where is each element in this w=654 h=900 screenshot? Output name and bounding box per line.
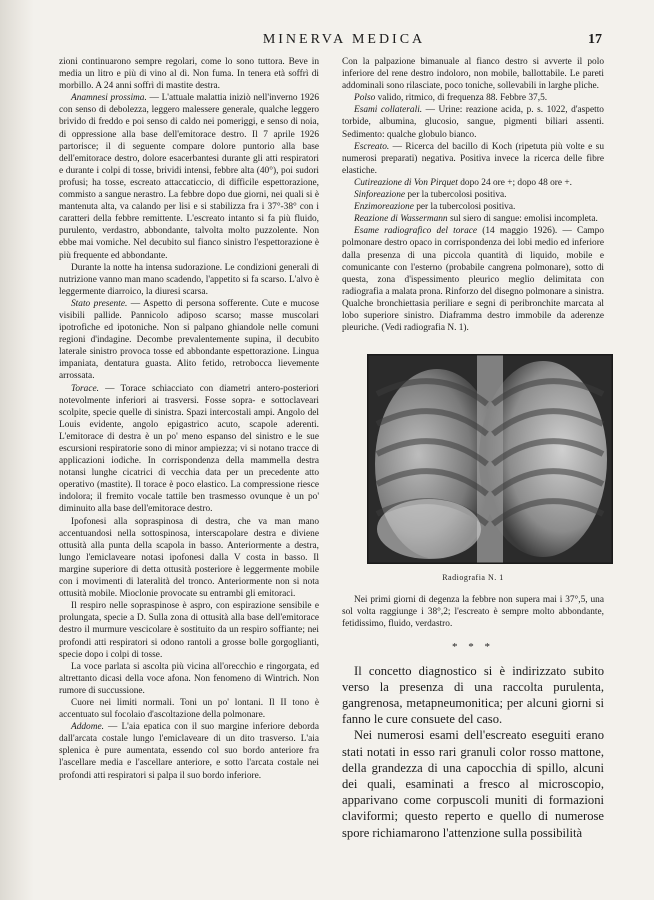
- paragraph-lead: Escreato.: [354, 141, 390, 152]
- paragraph-text: valido, ritmico, di frequenza 88. Febbre 37,5.: [375, 93, 548, 104]
- paragraph: [342, 201, 604, 213]
- paragraph: [59, 697, 319, 721]
- right-column: [342, 56, 604, 841]
- right-paragraphs: [342, 56, 604, 334]
- paragraph-text: (14 maggio 1926). — Campo polmonare destro opaco in corrispondenza dei lobi medio ed inferiore dalla presenza di una piccola quantità di liquido, mobile e comunicante con l'esterno (probabile cangrena polmonare), sotto di questa, zona d'ispessimento pleurico meglio delimitata con radiografia a malata prona. Rinforzo del disegno polmonare a sinistra. Qualche bronchiettasia periliare e segni di peribronchite marcata al lobo superiore sinistro. Diaframma destro immobile da aderenze pleuriche. (Vedi radiografia N. 1).: [342, 226, 604, 334]
- paragraph: [59, 92, 319, 261]
- paragraph-text: Cuore nei limiti normali. Toni un po' lontani. Il II tono è accentuato sul focolaio d'ascoltazione della polmonare.: [59, 697, 319, 721]
- paragraph-lead: Polso: [354, 93, 376, 104]
- paragraph-text: Con la palpazione bimanuale al fianco destro si avverte il polo inferiore del rene destro indoloro, non mobile, ballottabile. Le pareti addominali sono rilasciate, poco toniche, sollevabili in larghe pliche.: [342, 57, 604, 92]
- paragraph: [342, 104, 604, 140]
- paragraph-lead: Cutireazione di Von Pirquet: [354, 177, 458, 188]
- paragraph-text: zioni continuarono sempre regolari, come lo sono tuttora. Beve in media un litro e più di vino al dì. Non fuma. In tenera età soffrì di morbillo. A 24 anni soffrì di mastite destra.: [59, 57, 319, 92]
- page-header: [60, 32, 628, 50]
- binding-gutter: [0, 0, 34, 900]
- paragraph-text: — Torace schiacciato con diametri antero-posteriori notevolmente inferiori ai trasversi. Fosse sopra- e sottoclaveari scolpite, specie quelle di sinistra. Spazi intercostali ampi. Angolo del Louis evidente, angolo epigastrico acuto, scapole aderenti. L'emitorace di destra è un po' meno espanso del sinistro e le sue escursioni respiratorie sono di minor ampiezza; vi si notano tracce di applicazioni iodiche. In corrispondenza della mammella destra notansi lunghe cicatrici di vecchia data per un precedente atto operativo (mastite). Il torace è poco elastico. La compressione riesce indolora; il fremito vocale tattile ben trasmesso ovunque è un po' diminuito alla base dell'emitorace destro.: [59, 383, 319, 515]
- paragraph-lead: Addome.: [71, 722, 104, 733]
- paragraph-lead: Torace.: [71, 383, 99, 394]
- figure-caption: Radiografia N. 1: [442, 573, 504, 583]
- paragraph-lead: Reazione di Wassermann: [354, 214, 448, 225]
- paragraph-text: — L'attuale malattia iniziò nell'inverno 1926 con senso di debolezza, leggero malessere generale, qualche leggero brivido di freddo e poi senso di caldo nei pomeriggi, e senso di noia, di oppressione alla base dell'emitorace destro. Il 7 aprile 1926 partoriscе; il di seguente compare dolore puntorio alla base dell'emitorace destro, dolore esacerbantesi durante gli atti respiratori e durante i colpi di tosse, brividi intensi, febbre alta (40°), poi sudori profusi; ha tosse, escreato attaccaticcio, di difficile espettorazione, commisto a sangue nerastro. La febbre dopo due giorni, nei quali si è mantenuta alta, va calando per lisi e si stabilizza fra i 37°-38° con i caratteri della febbre remittente. L'escreato intanto si fa più fluido, purulento, verdastro, abbondante, talvolta molto puzzolente. Non ebbe mai vomiche. Nel decubito sul fianco sinistro l'espettorazione è più frequente ed abbondante.: [59, 93, 319, 261]
- paragraph-text: per la tubercolosi positiva.: [405, 190, 507, 201]
- paragraph-text: Il respiro nelle soprаspinose è aspro, con espirazione sensibile e prolungata, specie a D. Sulla zona di ottusità alla base dell'emitorace destro il murmure vescicolare è sostituito da un respiro soffiante; nei profondi atti respiratori si odono rantoli a grosse bolle gorgoglianti, specie dopo i colpi di tosse.: [59, 601, 319, 660]
- paragraph: [342, 56, 604, 92]
- paragraph-text: — Urine: reazione acida, p. s. 1022, d'aspetto torbide, albumina, glucosio, sangue, pigmenti biliari assenti. Sedimento: qualche globulo bianco.: [342, 105, 604, 140]
- paragraph-after-figure: Nei primi giorni di degenza la febbre non supera mai i 37°,5, una sol volta raggiunge i 38°,2; l'escreato è sempre molto abbondante, fetidissimo, fluido, verdastro.: [342, 595, 604, 630]
- paragraph-lead: Esami collaterali.: [354, 105, 423, 116]
- paragraph-text: — Ricerca del bacillo di Koch (ripetuta più volte e su numerosi preparati) negativa. Positiva invece la ricerca delle fibre elastiche.: [342, 141, 604, 176]
- paragraph-text: Durante la notte ha intensa sudorazione. Le condizioni generali di nutrizione vanno man mano scadendo, l'appetito si fa scarso. L'alvo è leggermente diarroico, la diuresi scarsa.: [59, 262, 319, 297]
- paragraph: [59, 600, 319, 660]
- paragraph: [342, 141, 604, 177]
- paragraph: [342, 92, 604, 104]
- paragraph: [342, 189, 604, 201]
- conclusion-paragraph: Nei numerosi esami dell'escreato eseguiti erano stati notati in esso rari granuli color rosso mattone, della grandezza di una capocchia di spillo, alcuni dei quali, esaminati a fresco al microscopio, apparivano come corpuscoli muniti di formazioni claviformi; questo reperto e quello di numerose spore richiamarono l'attenzione sulla possibilità: [342, 728, 604, 840]
- paragraph: [59, 383, 319, 516]
- page-number: 17: [588, 32, 602, 47]
- paragraph-lead: Stato presente.: [71, 298, 128, 309]
- paragraph: [59, 661, 319, 697]
- paragraph-lead: Esame radiografico del torace: [354, 226, 478, 237]
- paragraph: [342, 225, 604, 334]
- paragraph: [59, 516, 319, 601]
- paragraph: [342, 213, 604, 225]
- left-column: [59, 56, 319, 782]
- journal-title: MINERVA MEDICA: [262, 32, 426, 47]
- paragraph: [342, 177, 604, 189]
- paragraph-text: — L'aia epatica con il suo margine inferiore deborda dall'arcata costale lungo l'emiclaveare di un dito trasverso. L'aia splenica è pure aumentata, essendo col suo bordo anteriore fra l'ascellare media e l'ascellare anteriore, e sotto l'arcata costale nei profondi atti respiratori si palpa il suo bordo inferiore.: [59, 722, 319, 781]
- paragraph-lead: Anamnesi prossima.: [71, 93, 147, 104]
- conclusion-section: [342, 663, 604, 841]
- paragraph-text: — Aspetto di persona sofferente. Cute e mucose visibili pallide. Pannicolo adiposo scarso; masse muscolari ipotrofiche ed ipotoniche. Non si palpano ghiandole nelle comuni regioni d'indagine. Decombe prevalentemente supina, il decubito laterale sinistro provoca tosse ed abbondante espettorazione. Lingua impaniata, dentatura guasta. Alito fetido, retrobocca lievemente arrossata.: [59, 298, 320, 382]
- paragraph-text: Ipofonesi alla soprаspinosa di destra, che va man mano accentuandosi nella sottospinosa, interscapolare destra e diviene ottusità alla punta della scapola in basso. Anteriormente a destra, lungo l'emiclaveare notasi ipofonesi dalla V costa in basso. Il margine superiore di detta ottusità posteriore è leggermente mobile con i movimenti di lateralità del tronco. Anteriormente non si nota ottusità mobile. Mioclonie provocate su entrambi gli emitoraci.: [59, 516, 319, 600]
- paragraph: [59, 298, 319, 383]
- paragraph-text: dopo 24 ore +; dopo 48 ore +.: [457, 177, 572, 188]
- paragraph-text: per la tubercolosi positiva.: [413, 202, 516, 213]
- paragraph: [59, 262, 319, 298]
- paragraph: [59, 56, 319, 92]
- paragraph-text: sul siero di sangue: emolisi incompleta.: [447, 214, 598, 225]
- conclusion-paragraph: Il concetto diagnostico si è indirizzato subito verso la presenza di una raccolta purulenta, gangrenosa, metapneumonitica; per alcuni giorni si fanno le cure consuete del caso.: [342, 663, 604, 727]
- chest-radiograph-figure: [367, 354, 613, 564]
- section-separator: * * *: [452, 640, 494, 653]
- paragraph-lead: Enzimoreazione: [354, 202, 414, 213]
- paragraph: [59, 721, 319, 781]
- radiograph-image: [367, 354, 613, 564]
- paragraph-text: La voce parlata si ascolta più vicina all'orecchio e ringorgata, ed altrettanto dicasi della voce afona. Non fenomeno di Wintrich. Non rumore di succussione.: [59, 661, 319, 696]
- paragraph-lead: Sinforeazione: [354, 190, 406, 201]
